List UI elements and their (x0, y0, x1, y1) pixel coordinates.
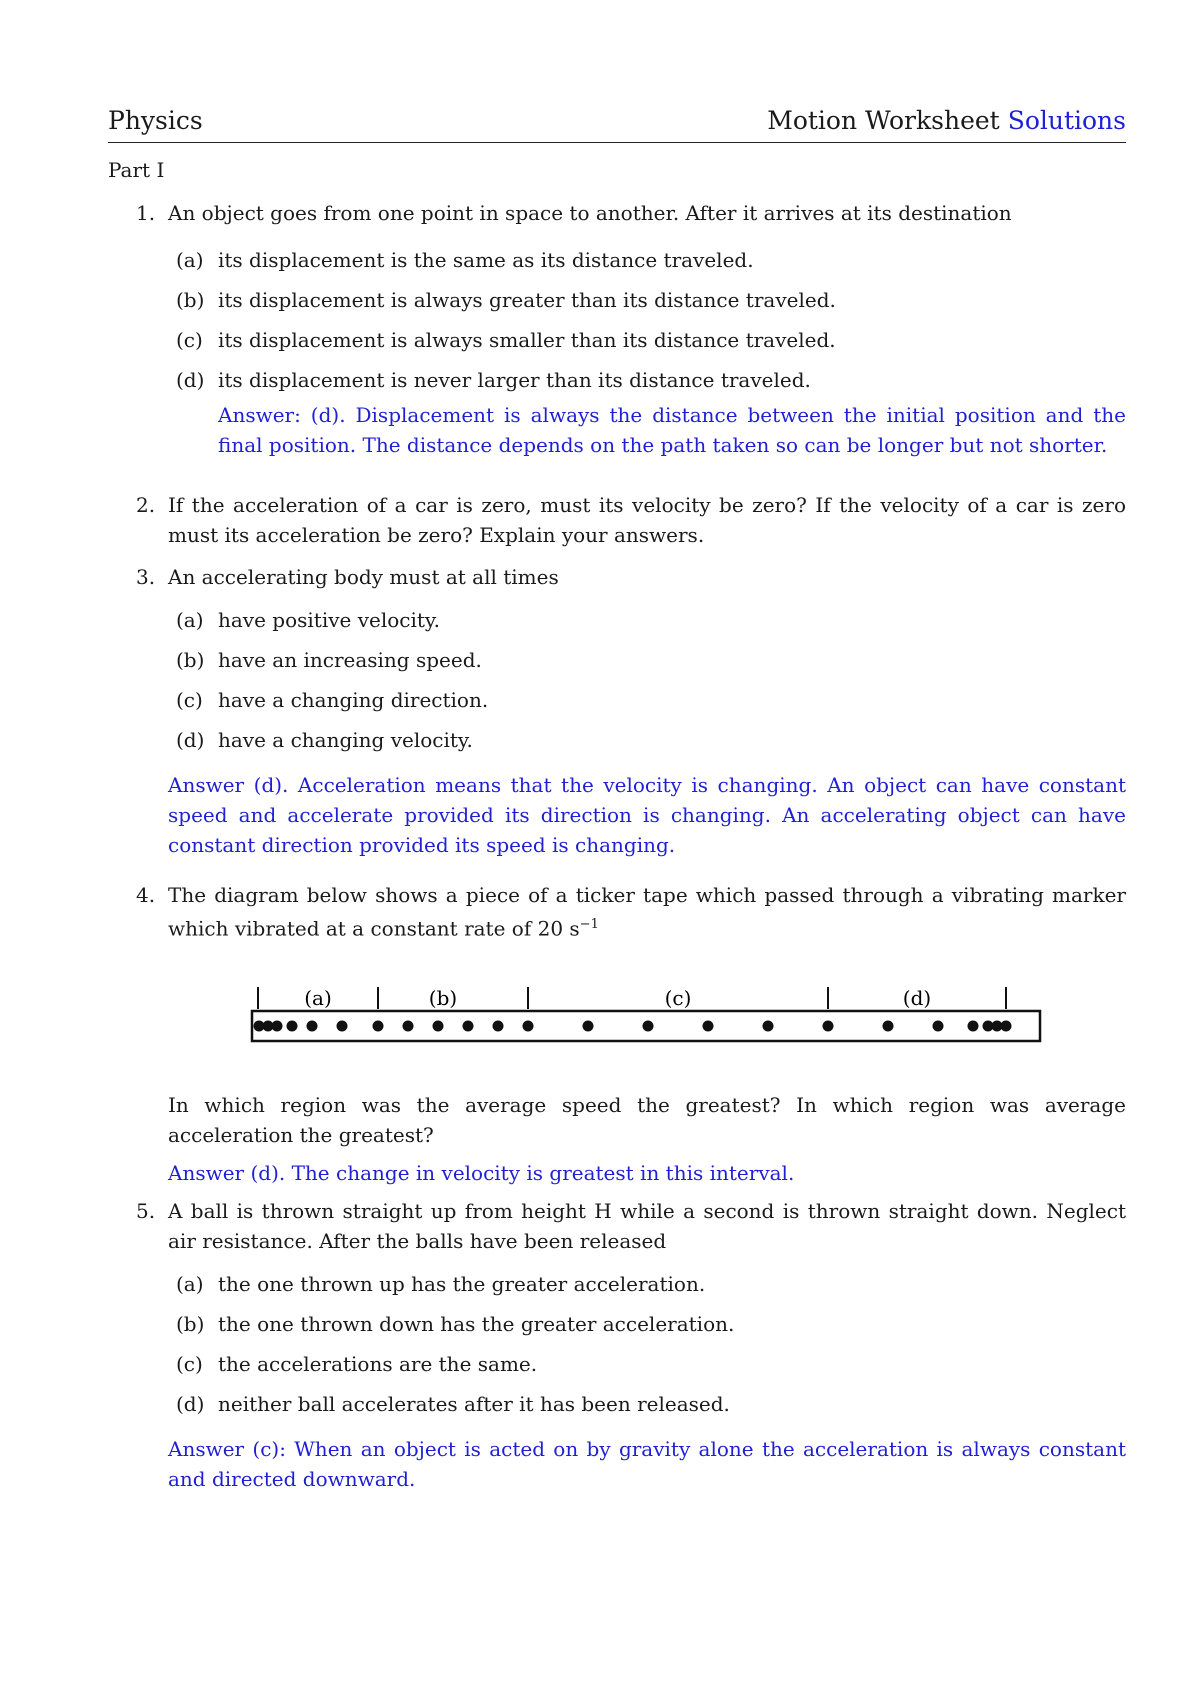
option-label: (b) (176, 648, 205, 672)
question-1 (108, 198, 1126, 460)
option-label: (b) (176, 1312, 205, 1336)
region-label-b: (b) (428, 986, 458, 1010)
tape-dot (337, 1021, 348, 1032)
question-text (168, 880, 1126, 944)
option-list (168, 240, 1126, 400)
answer-text: Answer: (d). Displacement is always the distance between the initial position and the final position. The distance depends on the path taken so can be longer but not shorter. (218, 403, 1126, 457)
tape-dot (763, 1021, 774, 1032)
question-number: 1. (136, 201, 156, 225)
ticker-tape-diagram (246, 975, 1046, 1055)
tape-dot (307, 1021, 318, 1032)
option-c (168, 320, 1126, 360)
option-d (168, 1384, 1126, 1424)
tape-dot (433, 1021, 444, 1032)
header-title-accent: Solutions (1007, 106, 1126, 135)
option-label: (a) (176, 248, 204, 272)
option-d (168, 360, 1126, 400)
region-label-a: (a) (304, 986, 332, 1010)
question-number: 2. (136, 493, 156, 517)
tape-dots (254, 1021, 1012, 1032)
option-label: (b) (176, 288, 205, 312)
option-text: the one thrown down has the greater acceleration. (218, 1312, 735, 1336)
answer-text: Answer (c): When an object is acted on by gravity alone the acceleration is always constant and directed downward. (168, 1437, 1126, 1491)
option-label: (d) (176, 728, 205, 752)
tape-dot (643, 1021, 654, 1032)
option-label: (d) (176, 368, 205, 392)
option-label: (a) (176, 608, 204, 632)
tape-dot (583, 1021, 594, 1032)
option-text: the one thrown up has the greater acceleration. (218, 1272, 706, 1296)
header-title (767, 106, 1126, 135)
question-text: An accelerating body must at all times (168, 565, 559, 589)
option-text: have positive velocity. (218, 608, 440, 632)
tape-dot (703, 1021, 714, 1032)
option-label: (c) (176, 1352, 203, 1376)
option-d (168, 720, 1126, 760)
tape-dot (287, 1021, 298, 1032)
question-2 (108, 490, 1126, 550)
question-text: A ball is thrown straight up from height H while a second is thrown straight down. Neglect air resistance. After the balls have been released (168, 1199, 1126, 1253)
part-label: Part I (108, 158, 165, 182)
option-b (168, 1304, 1126, 1344)
option-text: its displacement is the same as its distance traveled. (218, 248, 754, 272)
answer-text: Answer (d). Acceleration means that the velocity is changing. An object can have constant speed and accelerate provided its direction is changing. An accelerating object can have constant direction provided its speed is changing. (168, 773, 1126, 857)
option-c (168, 680, 1126, 720)
question-4-followup (108, 1090, 1126, 1188)
option-list (168, 600, 1126, 760)
tape-dot (933, 1021, 944, 1032)
tape-dot (373, 1021, 384, 1032)
region-label-d: (d) (902, 986, 932, 1010)
header-title-main: Motion Worksheet (767, 106, 1000, 135)
tape-dot (968, 1021, 979, 1032)
answer-text: Answer (d). The change in velocity is greatest in this interval. (168, 1161, 795, 1185)
option-a (168, 240, 1126, 280)
question-text-main: The diagram below shows a piece of a ticker tape which passed through a vibrating marker which vibrated at a constant rate of 20 s (168, 883, 1126, 941)
option-a (168, 1264, 1126, 1304)
option-text: its displacement is never larger than its distance traveled. (218, 368, 811, 392)
header-subject: Physics (108, 106, 203, 135)
tape-dot (523, 1021, 534, 1032)
question-text: If the acceleration of a car is zero, must its velocity be zero? If the velocity of a car is zero must its acceleration be zero? Explain your answers. (168, 493, 1126, 547)
question-number: 5. (136, 1199, 156, 1223)
question-text-exponent: −1 (579, 917, 599, 932)
tape-dot (883, 1021, 894, 1032)
question-number: 4. (136, 883, 156, 907)
region-dividers (258, 987, 1006, 1009)
question-4 (108, 880, 1126, 944)
option-text: have an increasing speed. (218, 648, 482, 672)
tape-dot (823, 1021, 834, 1032)
option-text: its displacement is always smaller than its distance traveled. (218, 328, 836, 352)
region-label-c: (c) (664, 986, 692, 1010)
tape-dot (1001, 1021, 1012, 1032)
option-b (168, 640, 1126, 680)
option-label: (c) (176, 688, 203, 712)
tape-dot (493, 1021, 504, 1032)
option-text: have a changing velocity. (218, 728, 473, 752)
page-header (108, 104, 1126, 143)
question-text: An object goes from one point in space to another. After it arrives at its destination (168, 201, 1012, 225)
option-b (168, 280, 1126, 320)
followup-text: In which region was the average speed the greatest? In which region was average acceleration the greatest? (168, 1093, 1126, 1147)
question-number: 3. (136, 565, 156, 589)
option-text: its displacement is always greater than its distance traveled. (218, 288, 836, 312)
question-3 (108, 562, 1126, 860)
option-text: have a changing direction. (218, 688, 489, 712)
option-label: (c) (176, 328, 203, 352)
option-c (168, 1344, 1126, 1384)
option-label: (d) (176, 1392, 205, 1416)
option-text: the accelerations are the same. (218, 1352, 538, 1376)
tape-dot (463, 1021, 474, 1032)
option-label: (a) (176, 1272, 204, 1296)
question-5 (108, 1196, 1126, 1494)
option-a (168, 600, 1126, 640)
tape-dot (403, 1021, 414, 1032)
option-text: neither ball accelerates after it has been released. (218, 1392, 730, 1416)
option-list (168, 1264, 1126, 1424)
tape-dot (272, 1021, 283, 1032)
